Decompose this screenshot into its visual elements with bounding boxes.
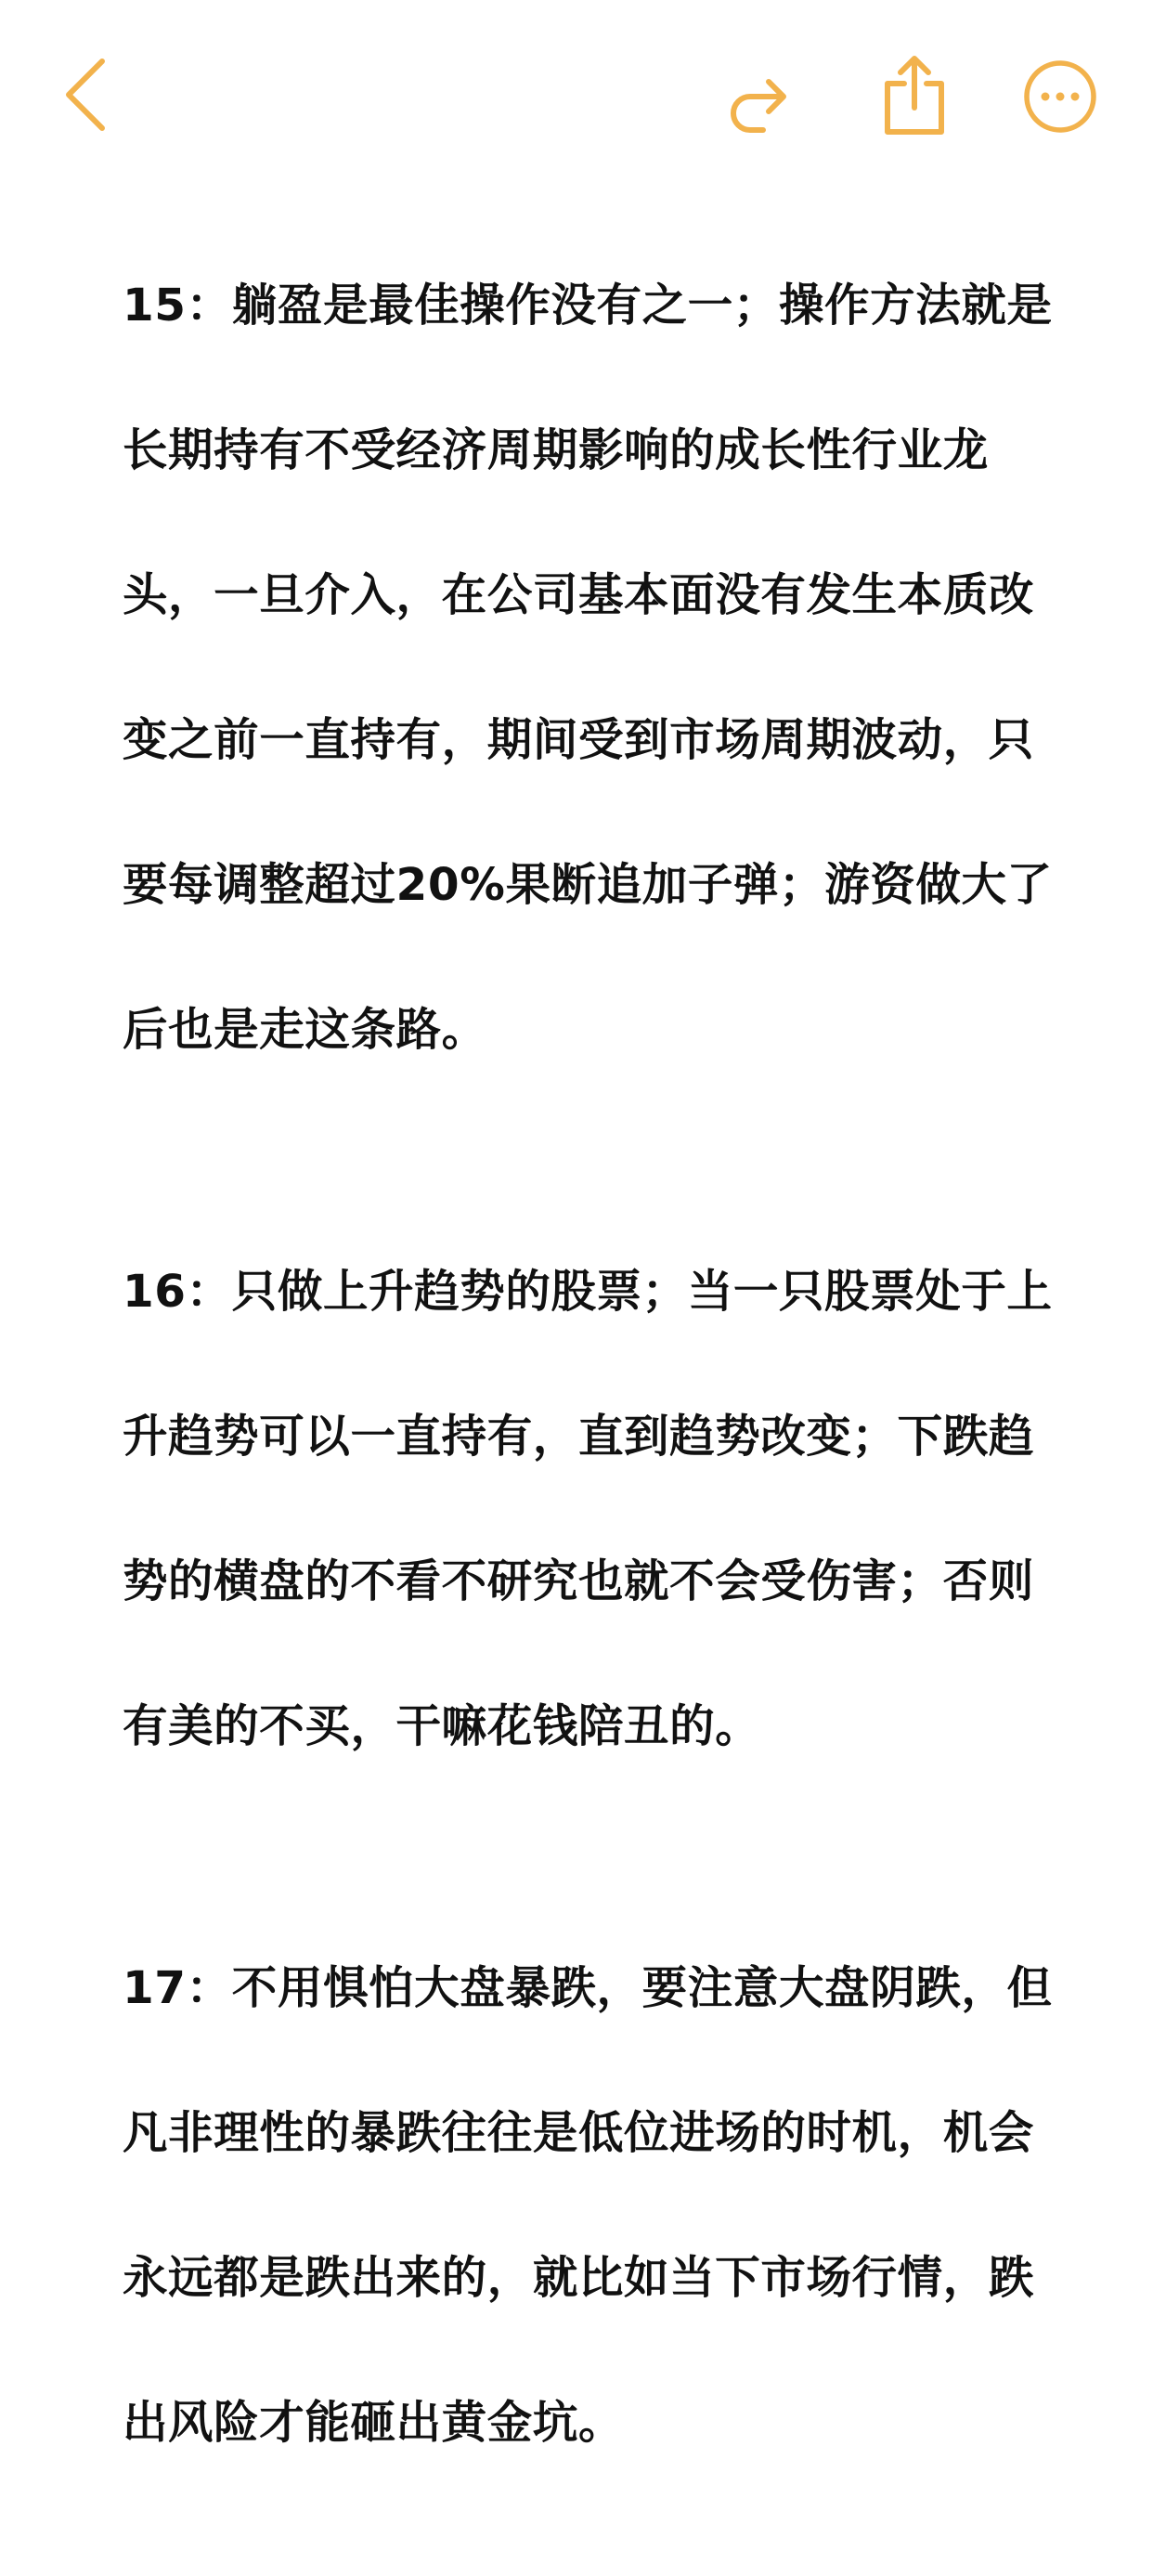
note-line: 升趋势可以一直持有，直到趋势改变；下跌趋 <box>122 1411 1034 1463</box>
note-paragraph <box>58 197 1097 1138</box>
note-line: 变之前一直持有，期间受到市场周期波动，只 <box>122 714 1034 766</box>
share-icon <box>878 54 952 137</box>
note-line: 15：躺盈是最佳操作没有之一；操作方法就是 <box>122 280 1053 332</box>
share-button[interactable] <box>878 54 952 137</box>
note-line: 要每调整超过20%果断追加子弹；游资做大了 <box>122 859 1053 911</box>
more-icon <box>1021 58 1099 136</box>
note-line: 势的横盘的不看不研究也就不会受伤害；否则 <box>122 1555 1034 1607</box>
note-paragraph <box>58 1880 1097 2531</box>
note-line: 后也是走这条路。 <box>122 1004 487 1056</box>
note-paragraph <box>58 1183 1097 1835</box>
back-chevron-icon <box>58 56 123 134</box>
redo-button[interactable] <box>722 59 797 134</box>
note-line: 长期持有不受经济周期影响的成长性行业龙 <box>122 424 989 476</box>
note-line: 有美的不买，干嘛花钱陪丑的。 <box>122 1700 761 1752</box>
note-line: 17：不用惧怕大盘暴跌，要注意大盘阴跌，但 <box>122 1962 1053 2014</box>
note-line: 永远都是跌出来的，就比如当下市场行情，跌 <box>122 2252 1034 2304</box>
back-button[interactable] <box>58 56 123 134</box>
note-line: 凡非理性的暴跌往往是低位进场的时机，机会 <box>122 2107 1034 2159</box>
note-line: 头，一旦介入，在公司基本面没有发生本质改 <box>122 569 1034 621</box>
more-options-button[interactable] <box>1021 58 1099 136</box>
note-line: 16：只做上升趋势的股票；当一只股票处于上 <box>122 1266 1053 1318</box>
note-line: 出风险才能砸出黄金坑。 <box>122 2397 625 2449</box>
note-toolbar <box>0 0 1153 158</box>
redo-icon <box>722 59 797 134</box>
note-body[interactable] <box>58 197 1097 2576</box>
